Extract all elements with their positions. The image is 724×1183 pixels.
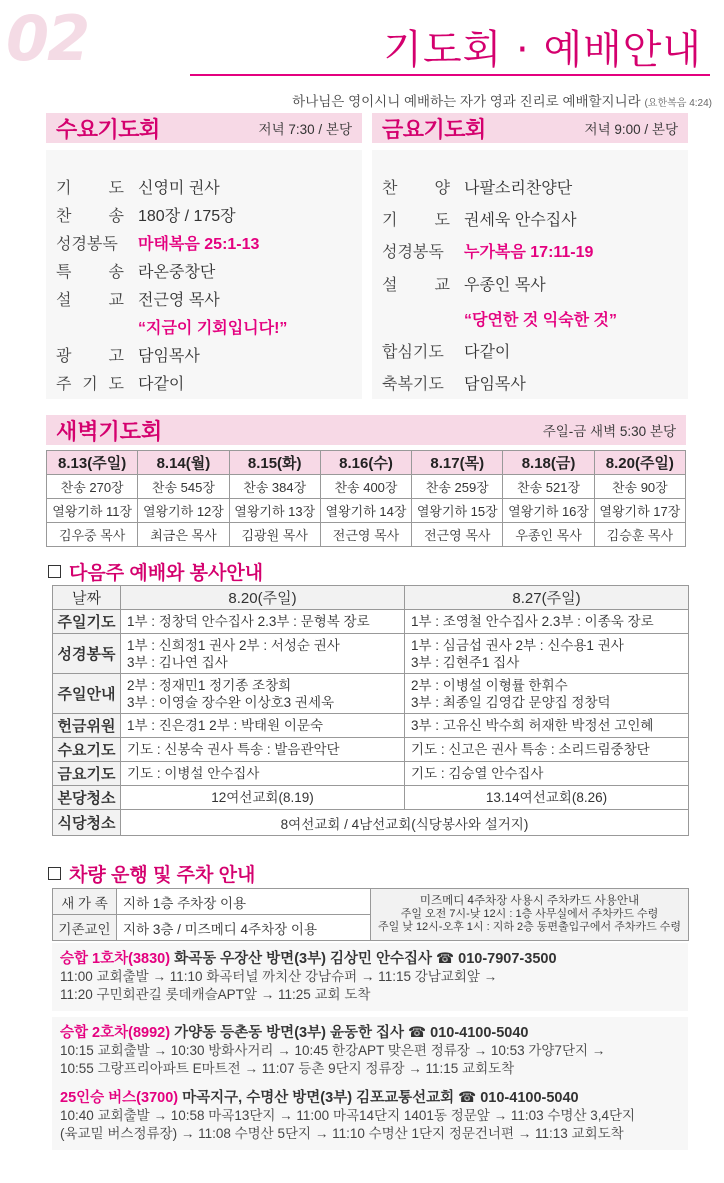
program-label — [56, 231, 138, 254]
program-label — [56, 259, 138, 282]
dawn-hymns-cell: 찬송 90장 — [594, 475, 685, 499]
dawn-readings-cell: 열왕기하 11장 — [47, 499, 138, 523]
duty-line: 12여선교회(8.19) — [211, 790, 314, 805]
duty-line: 기도 : 김승열 안수집사 — [411, 766, 544, 781]
cafeteria-label: 식당청소 — [53, 810, 121, 836]
friday-header — [372, 113, 688, 143]
square-bullet-icon — [48, 565, 61, 578]
route-area: 가양동 등촌동 방면(3부) — [174, 1025, 326, 1041]
program-label — [56, 343, 138, 366]
route-stops: 11:00 교회출발 → 11:10 화곡터널 까치산 강남슈퍼 → 11:15 강남교회앞 → — [60, 969, 498, 984]
vehicle-heading — [48, 860, 255, 887]
program-row — [56, 343, 200, 366]
route-area: 마곡지구, 수명산 방면(3부) — [182, 1090, 353, 1106]
program-label-char: 기 — [56, 180, 72, 197]
duty-line: 3부 : 이영술 장수완 이상호3 권세욱 — [127, 694, 335, 710]
dawn-hymns-cell: 찬송 545장 — [138, 475, 229, 499]
program-label-char: 양 — [434, 180, 450, 197]
vehicle-title: 차량 운행 및 주차 안내 — [69, 865, 256, 886]
program-value: 신영미 권사 — [138, 180, 220, 197]
program-row — [382, 307, 617, 330]
route-stops: (육교밑 버스정류장) → 11:08 수명산 5단지 → 11:10 수명산 1단지 정문건너편 → 11:13 교회도착 — [60, 1126, 624, 1141]
program-label-char: 특 — [56, 264, 72, 281]
duty-label: 금요기도 — [53, 762, 121, 786]
duty-cell — [405, 762, 689, 786]
route-stops: 10:15 교회출발 → 10:30 방화사거리 → 10:45 한강APT 맞은편 정류장 → 10:53 가양7단지 → — [60, 1043, 606, 1058]
dawn-hymns-cell: 찬송 384장 — [229, 475, 320, 499]
program-label — [382, 371, 464, 394]
duty-cell — [405, 634, 689, 674]
dawn-readings-cell: 열왕기하 14장 — [320, 499, 411, 523]
program-label-char: 설 — [382, 277, 398, 294]
duty-cell — [121, 714, 405, 738]
dawn-readings-cell: 열왕기하 13장 — [229, 499, 320, 523]
program-row — [382, 339, 510, 362]
program-label-char: 송 — [108, 264, 124, 281]
program-value: 다같이 — [464, 344, 511, 361]
dawn-dates-cell: 8.20(주일) — [594, 451, 685, 475]
program-value: 전근영 목사 — [138, 292, 220, 309]
bus-route — [52, 1017, 688, 1085]
dawn-dates-cell: 8.17(목) — [412, 451, 503, 475]
program-label-char: 찬 — [382, 180, 398, 197]
parking-table — [52, 888, 689, 941]
dawn-dates-cell: 8.15(화) — [229, 451, 320, 475]
duty-cell — [121, 610, 405, 634]
program-label-char: 성경봉독 — [382, 244, 444, 261]
duty-line: 13.14여선교회(8.26) — [485, 790, 608, 805]
dawn-preachers-cell: 김승훈 목사 — [594, 523, 685, 547]
duty-line: 3부 : 최종일 김영갑 문양집 정창덕 — [411, 694, 611, 710]
duty-cell — [405, 786, 689, 810]
program-label-char: 교 — [108, 292, 124, 309]
duty-label: 주일안내 — [53, 674, 121, 714]
parking-card-note — [371, 889, 689, 941]
program-label — [382, 307, 464, 330]
program-row — [382, 239, 593, 262]
program-label-char: 도 — [108, 180, 124, 197]
program-row — [56, 315, 287, 338]
route-stops: 10:55 그랑프리아파트 E마트전 → 11:07 등촌 9단지 정류장 → 11:15 교회도착 — [60, 1061, 515, 1076]
dawn-prayer-time: 주일-금 새벽 5:30 본당 — [542, 424, 676, 439]
bus-name: 25인승 버스(3700) — [60, 1090, 179, 1106]
newcomer-label: 새 가 족 — [53, 889, 117, 915]
duty-line: 1부 : 신희정1 권사 2부 : 서성순 권사 — [127, 637, 340, 653]
wednesday-time: 저녁 7:30 / 본당 — [258, 122, 352, 137]
route-area: 화곡동 우장산 방면(3부) — [174, 951, 326, 967]
duty-line: 기도 : 신고은 권사 특송 : 소리드림중창단 — [411, 742, 650, 757]
dawn-preachers-cell: 최금은 목사 — [138, 523, 229, 547]
next-week-row — [53, 674, 689, 714]
wednesday-program — [46, 150, 362, 399]
program-row — [56, 203, 236, 226]
dawn-dates-cell: 8.13(주일) — [47, 451, 138, 475]
dawn-hymns-cell: 찬송 270장 — [47, 475, 138, 499]
program-row — [56, 259, 215, 282]
friday-title: 금요기도회 — [382, 116, 486, 142]
duty-line: 2부 : 이병설 이형률 한휘수 — [411, 677, 568, 693]
duty-cell — [121, 634, 405, 674]
route-driver: 김상민 안수집사 ☎ 010-7907-3500 — [329, 951, 557, 967]
next-week-heading — [48, 558, 263, 585]
parking-note-title: 미즈메디 4주차장 사용시 주차카드 사용안내 — [419, 895, 640, 907]
scripture-verse — [292, 90, 712, 110]
dawn-dates-cell: 8.18(금) — [503, 451, 594, 475]
dawn-preachers-cell: 전근영 목사 — [412, 523, 503, 547]
program-label-char: 광 — [56, 348, 72, 365]
program-value: 마태복음 25:1-13 — [138, 236, 260, 253]
program-row — [56, 287, 220, 310]
date-column-header: 날짜 — [53, 586, 121, 610]
duty-label: 성경봉독 — [53, 634, 121, 674]
next-week-row — [53, 714, 689, 738]
next-week-row — [53, 610, 689, 634]
dawn-hymns-cell: 찬송 400장 — [320, 475, 411, 499]
dawn-dates-cell: 8.16(수) — [320, 451, 411, 475]
route-header — [60, 1021, 680, 1042]
page-number: 02 — [6, 2, 89, 75]
parking-note-line: 주일 낮 12시-오후 1시 : 지하 2층 동편출입구에서 주차카드 수령 — [377, 921, 682, 933]
route-driver: 김포교통선교회 ☎ 010-4100-5040 — [356, 1090, 579, 1106]
route-driver: 윤동한 집사 ☎ 010-4100-5040 — [329, 1025, 529, 1041]
next-week-table — [52, 585, 689, 836]
route-header — [60, 1086, 680, 1107]
duty-cell — [121, 786, 405, 810]
existing-member-parking: 지하 3층 / 미즈메디 4주차장 이용 — [117, 915, 371, 941]
duty-line: 기도 : 이병설 안수집사 — [127, 766, 260, 781]
duty-line: 1부 : 조영철 안수집사 2.3부 : 이종욱 장로 — [411, 614, 654, 629]
dawn-readings-cell: 열왕기하 15장 — [412, 499, 503, 523]
route-header — [60, 947, 680, 968]
wednesday-header — [46, 113, 362, 143]
program-row — [382, 371, 526, 394]
program-label-char: 도 — [434, 212, 450, 229]
program-row — [56, 175, 220, 198]
duty-cell — [405, 714, 689, 738]
bus-name: 승합 2호차(8992) — [60, 1025, 171, 1041]
next-week-row — [53, 786, 689, 810]
route-stops: 10:40 교회출발 → 10:58 마곡13단지 → 11:00 마곡14단지 1401동 정문앞 → 11:03 수명산 3,4단지 — [60, 1108, 636, 1123]
dawn-hymns-cell: 찬송 521장 — [503, 475, 594, 499]
program-label-char: 주 — [56, 376, 72, 393]
program-label — [382, 175, 464, 198]
page-title: 기도회 · 예배안내 — [383, 27, 702, 73]
cafeteria-duty: 8여선교회 / 4남선교회(식당봉사와 설거지) — [121, 810, 689, 836]
dawn-readings-cell: 열왕기하 12장 — [138, 499, 229, 523]
dawn-preachers-cell: 김우중 목사 — [47, 523, 138, 547]
program-label-char: 합심기도 — [382, 344, 444, 361]
program-label-char: 교 — [434, 277, 450, 294]
bus-name: 승합 1호차(3830) — [60, 951, 171, 967]
friday-time: 저녁 9:00 / 본당 — [584, 122, 678, 137]
dawn-prayer-table — [46, 450, 686, 547]
friday-program — [372, 150, 688, 399]
program-label — [382, 239, 464, 262]
duty-label: 본당청소 — [53, 786, 121, 810]
program-label — [56, 175, 138, 198]
duty-line: 3부 : 김나연 집사 — [127, 654, 228, 670]
duty-cell — [121, 738, 405, 762]
program-label-char: 설 — [56, 292, 72, 309]
program-label — [56, 371, 138, 394]
verse-reference: (요한복음 4:24) — [644, 98, 712, 109]
program-value: 180장 / 175장 — [138, 208, 236, 225]
date-2: 8.27(주일) — [405, 586, 689, 610]
wednesday-title: 수요기도회 — [56, 116, 160, 142]
duty-label: 수요기도 — [53, 738, 121, 762]
title-divider — [190, 74, 710, 76]
duty-line: 3부 : 고유신 박수희 허재한 박정선 고인혜 — [411, 718, 654, 733]
program-label-char: 고 — [108, 348, 124, 365]
duty-line: 1부 : 정창덕 안수집사 2.3부 : 문형복 장로 — [127, 614, 370, 629]
dawn-hymns-cell: 찬송 259장 — [412, 475, 503, 499]
duty-cell — [405, 610, 689, 634]
program-label — [382, 272, 464, 295]
duty-cell — [405, 738, 689, 762]
dawn-dates-cell: 8.14(월) — [138, 451, 229, 475]
bus-route — [52, 1082, 688, 1150]
program-row — [382, 207, 577, 230]
program-label-char: 송 — [108, 208, 124, 225]
program-label-char: 도 — [108, 376, 124, 393]
duty-line: 3부 : 김현주1 집사 — [411, 654, 520, 670]
square-bullet-icon — [48, 867, 61, 880]
date-1: 8.20(주일) — [121, 586, 405, 610]
program-value: 담임목사 — [464, 376, 526, 393]
program-label — [382, 339, 464, 362]
program-row — [56, 231, 259, 254]
program-row — [56, 371, 184, 394]
program-label-char: 찬 — [56, 208, 72, 225]
program-label-char: 성경봉독 — [56, 236, 118, 253]
duty-line: 2부 : 정재민1 정기종 조창희 — [127, 677, 292, 693]
next-week-row — [53, 634, 689, 674]
dawn-readings-cell: 열왕기하 17장 — [594, 499, 685, 523]
parking-note-line: 주일 오전 7시-낮 12시 : 1층 사무실에서 주차카드 수령 — [400, 908, 659, 920]
next-week-row — [53, 762, 689, 786]
dawn-preachers-cell: 전근영 목사 — [320, 523, 411, 547]
program-label — [56, 315, 138, 338]
program-value: 나팔소리찬양단 — [464, 180, 573, 197]
program-value: “지금이 기회입니다!” — [138, 320, 288, 337]
program-label-char: 기 — [82, 376, 98, 393]
duty-line: 기도 : 신봉숙 권사 특송 : 발음관악단 — [127, 742, 340, 757]
program-value: 누가복음 17:11-19 — [464, 244, 594, 261]
duty-line: 1부 : 심금섭 권사 2부 : 신수용1 권사 — [411, 637, 624, 653]
dawn-preachers-cell: 우종인 목사 — [503, 523, 594, 547]
duty-cell — [405, 674, 689, 714]
program-value: 권세욱 안수집사 — [464, 212, 577, 229]
duty-cell — [121, 674, 405, 714]
bus-route — [52, 943, 688, 1011]
program-value: “당연한 것 익숙한 것” — [464, 312, 617, 329]
program-label — [382, 207, 464, 230]
program-label-char: 기 — [382, 212, 398, 229]
dawn-prayer-title: 새벽기도회 — [56, 418, 163, 444]
duty-line: 1부 : 진은경1 2부 : 박태원 이문숙 — [127, 718, 323, 733]
program-value: 담임목사 — [138, 348, 200, 365]
next-week-row — [53, 738, 689, 762]
program-row — [382, 272, 546, 295]
dawn-prayer-header — [46, 415, 686, 445]
program-value: 다같이 — [138, 376, 185, 393]
program-label-char: 축복기도 — [382, 376, 444, 393]
program-value: 라온중창단 — [138, 264, 216, 281]
route-stops: 11:20 구민회관길 롯데캐슬APT앞 → 11:25 교회 도착 — [60, 987, 371, 1002]
program-value: 우종인 목사 — [464, 277, 546, 294]
next-week-title: 다음주 예배와 봉사안내 — [69, 563, 264, 584]
newcomer-parking: 지하 1층 주차장 이용 — [117, 889, 371, 915]
dawn-preachers-cell: 김광원 목사 — [229, 523, 320, 547]
verse-text: 하나님은 영이시니 예배하는 자가 영과 진리로 예배할지니라 — [292, 94, 641, 109]
program-row — [382, 175, 572, 198]
program-label — [56, 287, 138, 310]
duty-cell — [121, 762, 405, 786]
duty-label: 주일기도 — [53, 610, 121, 634]
duty-label: 헌금위원 — [53, 714, 121, 738]
existing-member-label: 기존교인 — [53, 915, 117, 941]
program-label — [56, 203, 138, 226]
dawn-readings-cell: 열왕기하 16장 — [503, 499, 594, 523]
